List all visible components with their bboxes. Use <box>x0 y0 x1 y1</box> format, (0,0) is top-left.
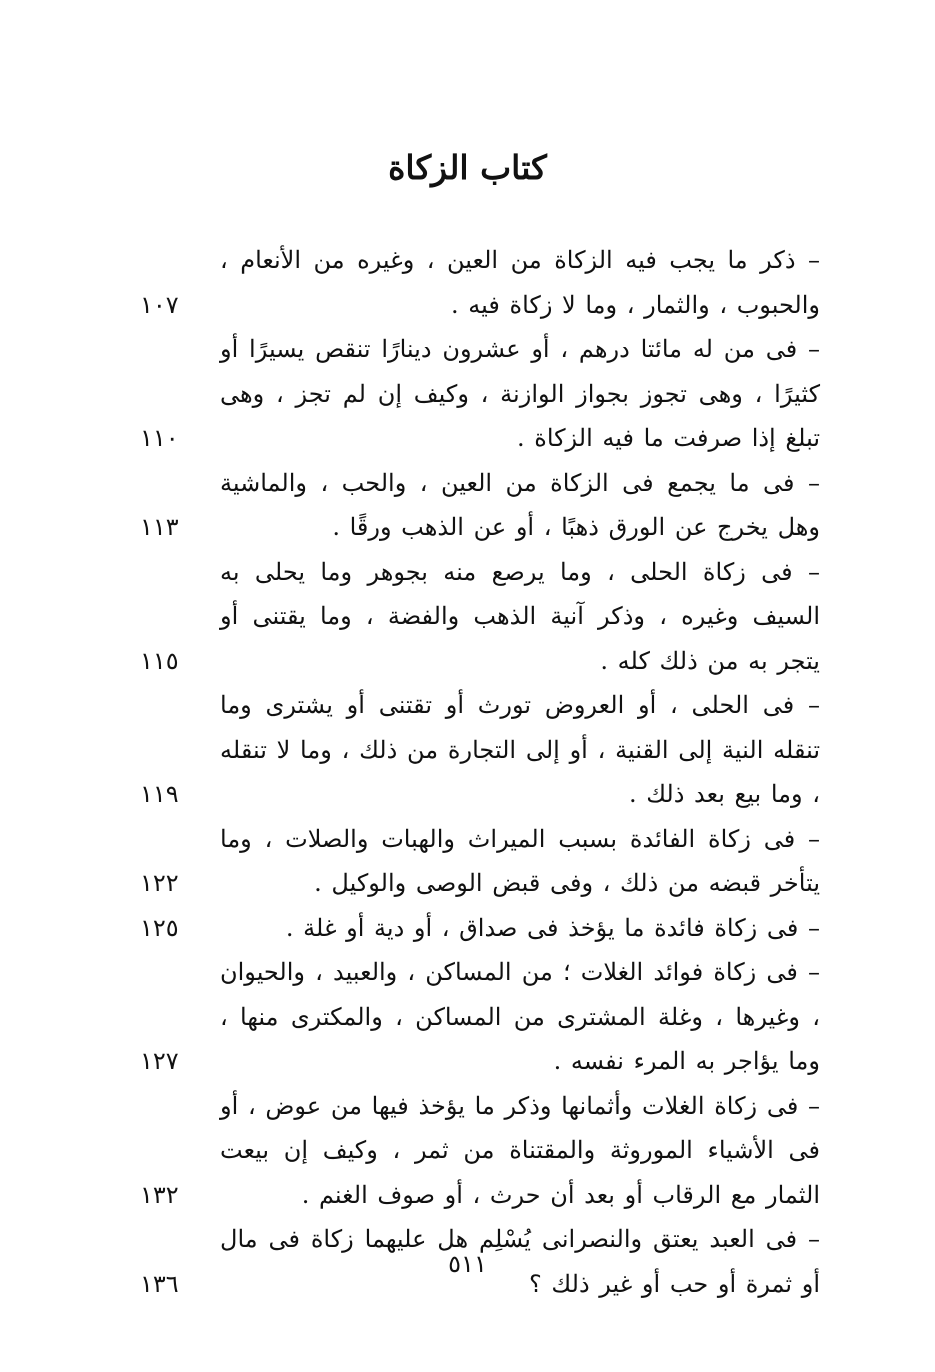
toc-entry-page: ١١٣ <box>140 513 179 541</box>
toc-entry-3 <box>140 461 820 550</box>
toc-entry-text: – فى العبد يعتق والنصرانى يُسْلِم هل عليهما زكاة فى مال أو ثمرة أو حب أو غير ذلك ؟ <box>220 1225 820 1298</box>
toc-entry-page: ١٠٧ <box>140 290 179 319</box>
toc-entry-text: – فى زكاة فوائد الغلات ؛ من المساكن ، والعبيد ، والحيوان ، وغيرها ، وغلة المشترى من المساكن ، والمكترى منها ، وما يؤاجر به المرء نفسه . <box>220 958 820 1075</box>
page-title: كتاب الزكاة <box>388 148 547 187</box>
toc-entry-8 <box>140 950 820 1084</box>
toc-entry-text: – فى زكاة الغلات وأثمانها وذكر ما يؤخذ فيها من عوض ، أو فى الأشياء الموروثة والمقتناة من ثمر ، وكيف إن بيعت الثمار مع الرقاب أو بعد أن حرث ، أو صوف الغنم . <box>220 1091 820 1209</box>
toc-entry-page: ١٢٥ <box>140 913 179 942</box>
toc-entry-text: – فى زكاة الحلى ، وما يرصع منه بجوهر وما يحلى به السيف وغيره ، وذكر آنية الذهب والفضة ، وما يقتنى أو يتجر به من ذلك كله . <box>220 557 821 675</box>
toc-entry-page: ١١٩ <box>140 780 179 808</box>
toc-entry-5 <box>140 683 820 817</box>
toc-entry-9 <box>140 1084 820 1218</box>
toc-entry-4 <box>140 550 820 684</box>
toc-entry-2 <box>140 327 820 461</box>
toc-entry-page: ١٢٢ <box>140 869 179 897</box>
toc-entry-page: ١٣٢ <box>140 1180 179 1209</box>
toc-entry-page: ١١٥ <box>140 646 179 675</box>
table-of-contents <box>140 238 820 1306</box>
toc-entry-text: – فى من له مائتا درهم ، أو عشرون دينارًا تنقص يسيرًا أو كثيرًا ، وهى تجوز بجواز الوازنة ، وكيف إن لم تجز ، وهى تبلغ إذا صرفت ما فيه الزكاة . <box>220 335 820 452</box>
toc-entry-page: ١٢٧ <box>140 1047 179 1075</box>
toc-entry-text: – فى زكاة فائدة ما يؤخذ فى صداق ، أو دية أو غلة . <box>285 913 820 942</box>
toc-entry-1 <box>140 238 820 327</box>
toc-entry-text: – فى زكاة الفائدة بسبب الميراث والهبات والصلات ، وما يتأخر قبضه من ذلك ، وفى قبض الوصى والوكيل . <box>220 824 820 897</box>
page-number: ٥١١ <box>448 1250 487 1278</box>
toc-entry-text: – فى ما يجمع فى الزكاة من العين ، والحب ، والماشية وهل يخرج عن الورق ذهبًا ، أو عن الذهب ورقًا . <box>220 468 820 541</box>
toc-entry-page: ١١٠ <box>140 424 179 452</box>
toc-entry-text: – فى الحلى ، أو العروض تورث أو تقتنى أو يشترى وما تنقله النية إلى القنية ، أو إلى التجارة من ذلك ، وما لا تنقله ، وما بيع بعد ذلك . <box>220 691 820 808</box>
toc-entry-7 <box>140 906 820 951</box>
toc-entry-text: – ذكر ما يجب فيه الزكاة من العين ، وغيره من الأنعام ، والحبوب ، والثمار ، وما لا زكاة فيه . <box>220 246 820 319</box>
toc-entry-page: ١٣٦ <box>140 1269 179 1298</box>
toc-entry-6 <box>140 817 820 906</box>
